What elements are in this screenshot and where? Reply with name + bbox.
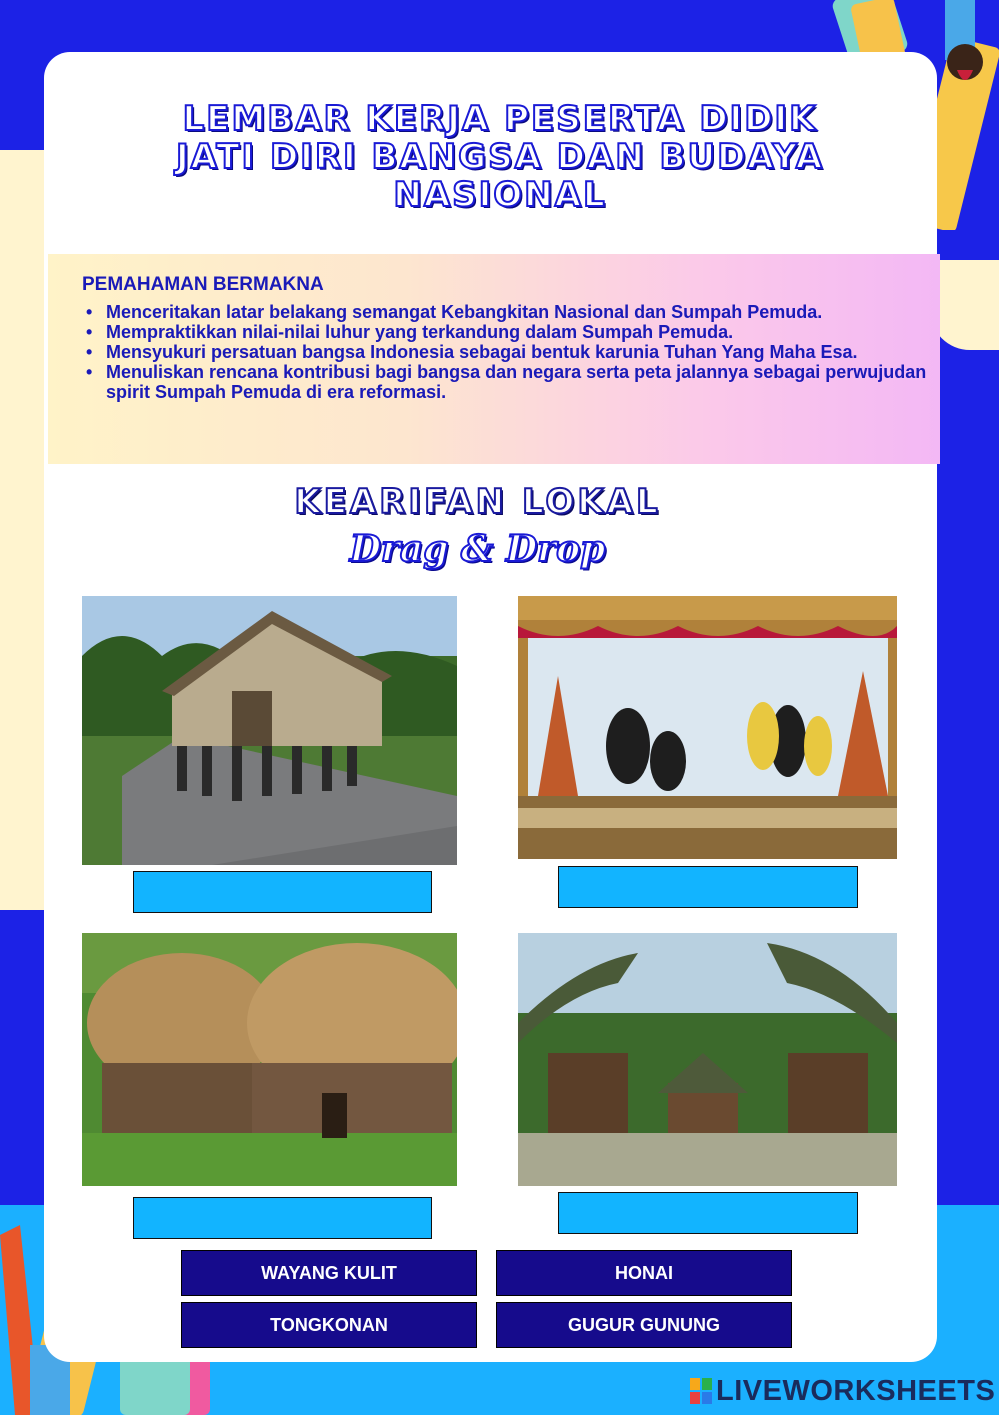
objective-item: • Mempraktikkan nilai-nilai luhur yang terkandung dalam Sumpah Pemuda.: [86, 322, 734, 342]
objectives-heading: PEMAHAMAN BERMAKNA: [82, 274, 324, 295]
word-card-gugur-gunung[interactable]: GUGUR GUNUNG: [496, 1302, 792, 1348]
title-line-1: LEMBAR KERJA PESERTA DIDIK: [182, 99, 818, 139]
photo-house-carrying: [82, 596, 457, 865]
photo-tongkonan: [518, 933, 897, 1186]
photo-wayang-kulit: [518, 596, 897, 859]
liveworksheets-logo: [690, 1374, 995, 1408]
page-title: [100, 100, 900, 214]
drop-zone-3[interactable]: [133, 1197, 432, 1239]
word-card-honai[interactable]: HONAI: [496, 1250, 792, 1296]
section-subtitle: Drag & Drop: [349, 528, 606, 570]
word-card-wayang-kulit[interactable]: WAYANG KULIT: [181, 1250, 477, 1296]
photo-honai: [82, 933, 457, 1186]
liveworksheets-logo-text: LIVEWORKSHEETS: [716, 1374, 996, 1407]
liveworksheets-logo-icon: [690, 1378, 712, 1404]
drop-zone-4[interactable]: [558, 1192, 858, 1234]
objectives-list: [84, 302, 936, 402]
drop-zone-2[interactable]: [558, 866, 858, 908]
objective-item: • Mensyukuri persatuan bangsa Indonesia sebagai bentuk karunia Tuhan Yang Maha Esa.: [86, 342, 858, 362]
title-line-2: JATI DIRI BANGSA DAN BUDAYA: [175, 137, 825, 177]
objective-item: • Menceritakan latar belakang semangat Kebangkitan Nasional dan Sumpah Pemuda.: [86, 302, 823, 322]
background-cream-right: [930, 260, 999, 350]
drop-zone-1[interactable]: [133, 871, 432, 913]
section-title: KEARIFAN LOKAL: [294, 482, 661, 522]
word-card-tongkonan[interactable]: TONGKONAN: [181, 1302, 477, 1348]
learning-objectives-panel: [48, 254, 940, 464]
objective-item: • Menuliskan rencana kontribusi bagi bangsa dan negara serta peta jalannya sebagai perwujudan spirit Sumpah Pemuda di era reformasi.: [86, 362, 927, 402]
title-line-3: NASIONAL: [393, 175, 607, 215]
